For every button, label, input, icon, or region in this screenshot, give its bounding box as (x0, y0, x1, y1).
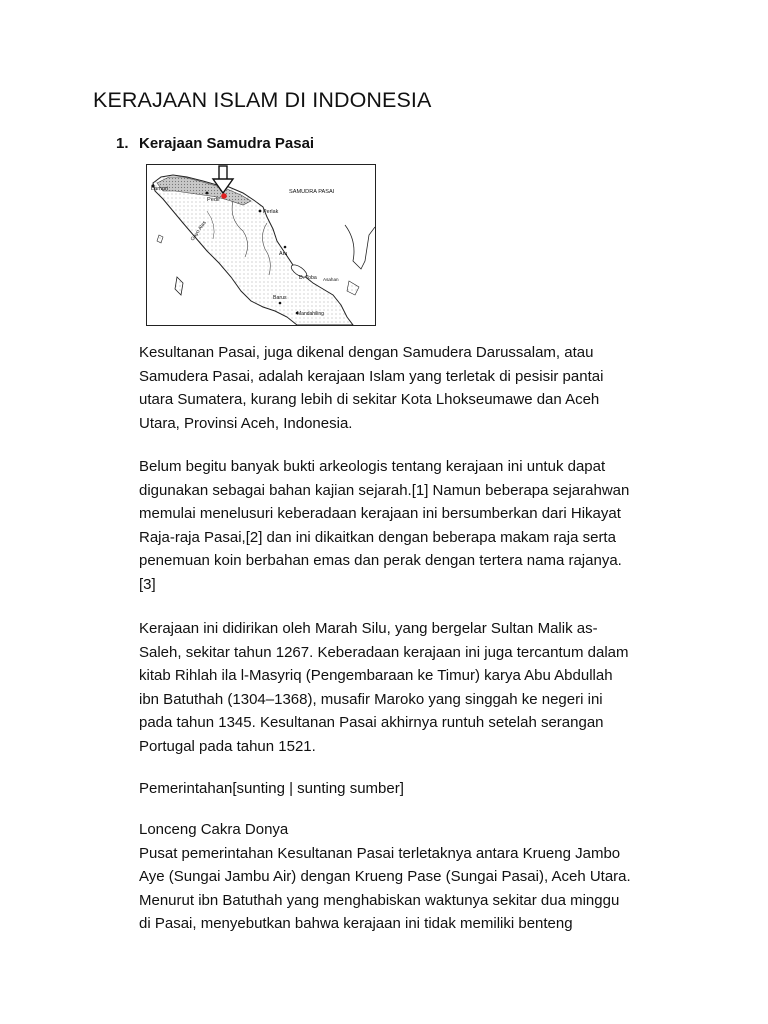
section-heading (116, 135, 314, 152)
map-label-gayo-alas: Gayo Alas (189, 220, 208, 243)
island (347, 281, 359, 295)
samudra-pasai-marker (221, 193, 227, 199)
paragraph-line: Kerajaan ini didirikan oleh Marah Silu, yang bergelar Sultan Malik as- (139, 620, 598, 637)
map-label-mandahiling: Mandahiling (297, 311, 324, 317)
island (157, 235, 163, 243)
paragraph-intro (139, 341, 699, 435)
paragraph-line: Utara, Provinsi Aceh, Indonesia. (139, 414, 353, 432)
paragraph-line: memulai menelusuri keberadaan kerajaan ini bersumberkan dari Hikayat (139, 505, 621, 522)
map-label-pedir: Pedir (207, 197, 221, 203)
malay-coast (345, 225, 375, 269)
paragraph-line: Saleh, sekitar tahun 1267. Keberadaan kerajaan ini juga tercantum dalam (139, 643, 629, 661)
map-svg (147, 165, 375, 325)
section-title: Kerajaan Samudra Pasai (139, 135, 315, 152)
paragraph-line: Kesultanan Pasai, juga dikenal dengan Samudera Darussalam, atau (139, 344, 594, 361)
town-dot (259, 210, 262, 213)
town-dot (279, 302, 282, 305)
paragraph-founding (139, 617, 699, 758)
town-dot (206, 192, 209, 195)
paragraph-government (139, 818, 699, 936)
paragraph-line: kitab Rihlah ila l-Masyriq (Pengembaraan ke Timur) karya Abu Abdullah (139, 667, 613, 684)
paragraph-archaeology (139, 455, 699, 596)
island (175, 277, 183, 295)
paragraph-line: penemuan koin berbahan emas dan perak dengan tertera nama rajanya. (139, 552, 622, 569)
paragraph-line: Raja-raja Pasai,[2] dan ini dikaitkan dengan beberapa makam raja serta (139, 528, 616, 546)
map-label-perlak: Perlak (263, 209, 279, 215)
paragraph-line: utara Sumatera, kurang lebih di sekitar Kota Lhokseumawe dan Aceh (139, 391, 600, 408)
map-label-lamuri: Lamuri (151, 186, 169, 192)
section-number: 1. (116, 135, 129, 152)
paragraph-line: digunakan sebagai bahan kajian sejarah.[1] Namun beberapa sejarahwan (139, 481, 630, 499)
paragraph-government-heading (139, 777, 699, 801)
town-dot (284, 246, 287, 249)
map-label-barus: Barus (273, 295, 287, 301)
map-label-d-toba: D. Toba (299, 275, 317, 281)
paragraph-line: Belum begitu banyak bukti arkeologis tentang kerajaan ini untuk dapat (139, 458, 606, 475)
map-label-asahan: Asahan (323, 277, 339, 282)
paragraph-line: Samudera Pasai, adalah kerajaan Islam yang terletak di pesisir pantai (139, 367, 604, 385)
paragraph-line: Pemerintahan[sunting | sunting sumber] (139, 780, 404, 797)
paragraph-line: di Pasai, menyebutkan bahwa kerajaan ini tidak memiliki benteng (139, 915, 573, 932)
paragraph-line: pada tahun 1345. Kesultanan Pasai akhirnya runtuh setelah serangan (139, 714, 604, 731)
paragraph-line: ibn Batuthah (1304–1368), musafir Maroko yang singgah ke negeri ini (139, 690, 603, 708)
document-title: KERAJAAN ISLAM DI INDONESIA (93, 88, 432, 112)
paragraph-line: Aye (Sungai Jambu Air) dengan Krueng Pase (Sungai Pasai), Aceh Utara. (139, 868, 631, 885)
sumatra-landmass (153, 175, 353, 325)
paragraph-line: Pusat pemerintahan Kesultanan Pasai terletaknya antara Krueng Jambo (139, 844, 621, 862)
paragraph-line: Portugal pada tahun 1521. (139, 737, 316, 755)
paragraph-line: [3] (139, 575, 156, 593)
map-label-aru: Aru (279, 251, 288, 257)
paragraph-line: Lonceng Cakra Donya (139, 821, 289, 838)
samudra-pasai-map (146, 164, 376, 326)
map-label-samudra-pasai: SAMUDRA PASAI (289, 189, 335, 195)
paragraph-line: Menurut ibn Batuthah yang menghabiskan waktunya sekitar dua minggu (139, 891, 620, 909)
